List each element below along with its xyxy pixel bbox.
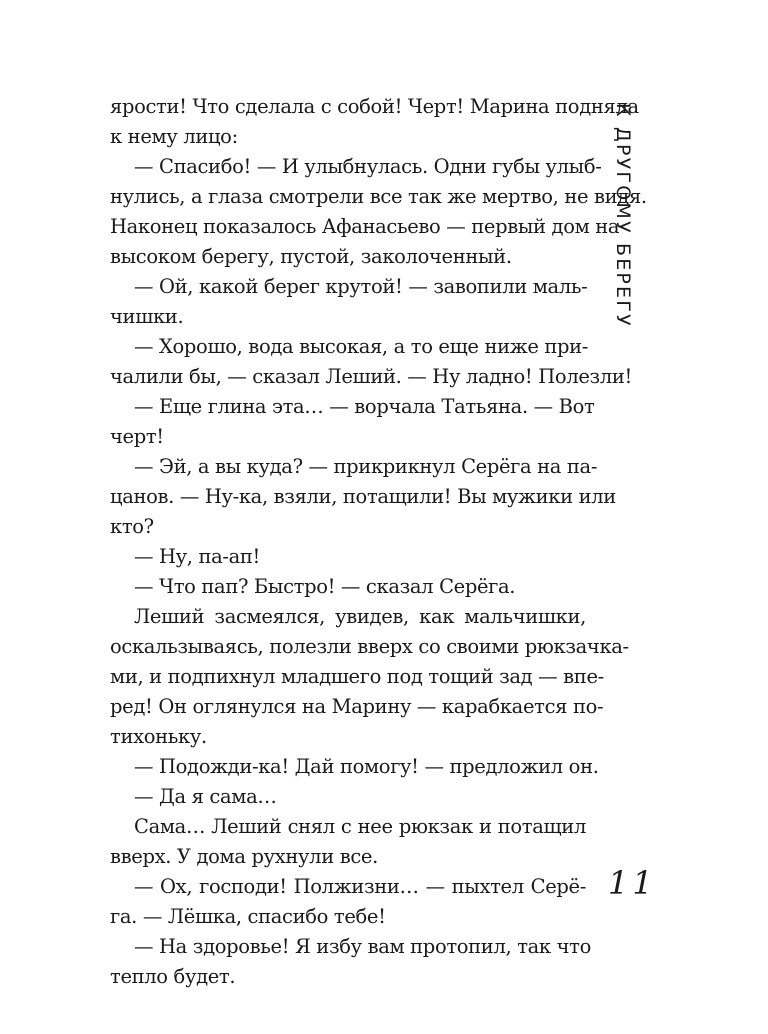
text-line: оскальзываясь, полезли вверх со своими рюкзачка- [110, 635, 629, 658]
text-line: га. — Лёшка, спасибо тебе! [110, 905, 386, 928]
text-line: тепло будет. [110, 965, 236, 988]
text-line: — Ох, господи! Полжизни… — пыхтел Серё- [134, 875, 586, 898]
text-line: — Да я сама… [134, 785, 277, 808]
text-line: к нему лицо: [110, 125, 238, 148]
text-line: нулись, а глаза смотрели все так же мертво, не видя. [110, 185, 647, 208]
text-line: — Спасибо! — И улыбнулась. Одни губы улыб- [134, 155, 602, 178]
text-line: тихоньку. [110, 725, 207, 748]
text-line: — Еще глина эта… — ворчала Татьяна. — Вот [134, 395, 595, 418]
text-line: черт! [110, 425, 164, 448]
text-line: — Подожди-ка! Дай помогу! — предложил он. [134, 755, 599, 778]
text-line: Наконец показалось Афанасьево — первый дом на [110, 215, 620, 238]
text-line: чишки. [110, 305, 184, 328]
running-head: К ДРУГОМУ БЕРЕГУ [612, 103, 634, 328]
text-line: — Ой, какой берег крутой! — завопили маль- [134, 275, 588, 298]
text-line: — Эй, а вы куда? — прикрикнул Серёга на па- [134, 455, 598, 478]
text-line: — На здоровье! Я избу вам протопил, так что [134, 935, 591, 958]
text-line: высоком берегу, пустой, заколоченный. [110, 245, 512, 268]
text-line: ярости! Что сделала с собой! Черт! Марина подняла [110, 95, 639, 118]
text-line: Сама… Леший снял с нее рюкзак и потащил [134, 815, 586, 838]
text-line: цанов. — Ну-ка, взяли, потащили! Вы мужики или [110, 485, 616, 508]
text-line: — Что пап? Быстро! — сказал Серёга. [134, 575, 516, 598]
text-line: — Ну, па-ап! [134, 545, 261, 568]
page-number: 11 [608, 864, 657, 902]
text-line: кто? [110, 515, 154, 538]
text-line: ред! Он оглянулся на Марину — карабкается по- [110, 695, 604, 718]
text-line: ми, и подпихнул младшего под тощий зад — впе- [110, 665, 604, 688]
text-line: вверх. У дома рухнули все. [110, 845, 378, 868]
text-line: Леший засмеялся, увидев, как мальчишки, [134, 605, 586, 628]
text-line: чалили бы, — сказал Леший. — Ну ладно! Полезли! [110, 365, 632, 388]
text-line: — Хорошо, вода высокая, а то еще ниже при- [134, 335, 589, 358]
